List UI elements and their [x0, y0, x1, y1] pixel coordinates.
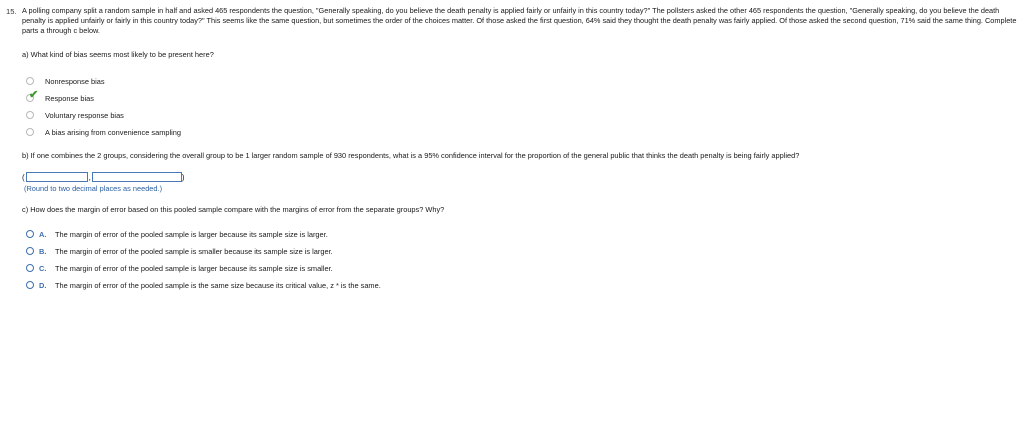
choice-c[interactable] — [26, 262, 333, 274]
choice-text: The margin of error of the pooled sample is larger because its sample size is smaller. — [55, 263, 333, 273]
choice-d[interactable] — [26, 279, 381, 291]
choice-a[interactable] — [26, 228, 328, 240]
radio-button[interactable] — [26, 230, 34, 238]
choice-letter: B. — [39, 246, 47, 256]
comma: , — [88, 172, 91, 182]
close-paren: ) — [181, 172, 185, 182]
part-c-prompt: c) How does the margin of error based on this pooled sample compare with the margins of error from the separate groups? Why? — [22, 205, 445, 214]
option-response-bias[interactable] — [26, 89, 94, 104]
choice-letter: C. — [39, 263, 47, 273]
choice-letter: A. — [39, 229, 47, 239]
ci-upper-input[interactable] — [92, 172, 182, 182]
radio-button[interactable] — [26, 128, 34, 136]
option-label: A bias arising from convenience sampling — [45, 127, 181, 137]
radio-button[interactable] — [26, 281, 34, 289]
choice-text: The margin of error of the pooled sample is larger because its sample size is larger. — [55, 229, 328, 239]
option-nonresponse-bias[interactable] — [26, 75, 105, 87]
part-a-prompt: a) What kind of bias seems most likely to be present here? — [22, 50, 214, 59]
radio-button[interactable] — [26, 89, 39, 102]
radio-button[interactable] — [26, 111, 34, 119]
radio-button[interactable] — [26, 264, 34, 272]
option-convenience-sampling-bias[interactable] — [26, 126, 181, 138]
checkmark-icon: ✔ — [29, 89, 39, 101]
part-b-prompt: b) If one combines the 2 groups, considering the overall group to be 1 larger random sample of 930 respondents, what is a 95% confidence interval for the proportion of the general public that thinks the death penalty is being fairly applied? — [22, 151, 800, 160]
choice-letter: D. — [39, 280, 47, 290]
choice-b[interactable] — [26, 245, 333, 257]
rounding-hint: (Round to two decimal places as needed.) — [24, 184, 163, 193]
option-label: Response bias — [45, 93, 94, 103]
choice-text: The margin of error of the pooled sample is the same size because its critical value, z * is the same. — [55, 280, 381, 290]
open-paren: ( — [22, 172, 25, 182]
question-intro: A polling company split a random sample in half and asked 465 respondents the question, "Generally speaking, do you believe the death penalty is applied fairly or unfairly in this country today?" The pollsters asked the other 465 respondents the question, "Generally speaking, do you believe the death penalty is applied unfairly or fairly in this country today?" This seems like the same question, but sometimes the order of the choices matter. Of those asked the first question, 64% said they thought the death penalty was fairly applied. Of those asked the second question, 71% said the same thing. Complete parts a through c below. — [22, 6, 1017, 35]
question-number: 15. — [6, 7, 17, 16]
option-label: Voluntary response bias — [45, 110, 124, 120]
radio-button[interactable] — [26, 247, 34, 255]
choice-text: The margin of error of the pooled sample is smaller because its sample size is larger. — [55, 246, 333, 256]
confidence-interval-row — [22, 171, 185, 183]
ci-lower-input[interactable] — [26, 172, 88, 182]
option-voluntary-response-bias[interactable] — [26, 109, 124, 121]
radio-button[interactable] — [26, 77, 34, 85]
option-label: Nonresponse bias — [45, 76, 105, 86]
